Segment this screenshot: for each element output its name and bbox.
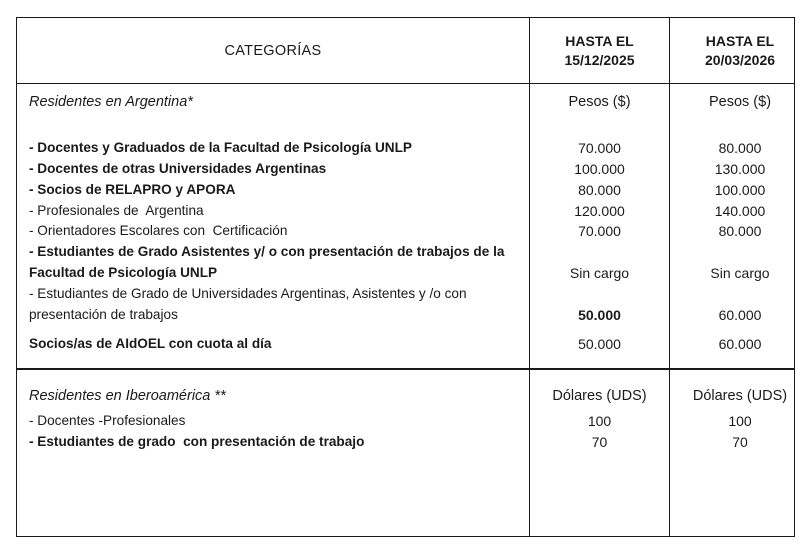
argentina-currency-2: Pesos ($) — [708, 94, 772, 110]
column-header-categorias: CATEGORÍAS — [17, 18, 530, 83]
section-residentes-iberoamerica — [17, 370, 794, 536]
price-ib-estudiantes-1: 70 — [591, 434, 608, 451]
category-row-socios-aidoel: Socios/as de AIdOEL con cuota al día — [29, 336, 272, 352]
argentina-price-column-deadline-2 — [670, 84, 810, 368]
category-row-socios-relapro-apora: - Socios de RELAPRO y APORA — [29, 181, 236, 197]
argentina-categories-column — [17, 84, 530, 368]
price-orientadores-1: 70.000 — [578, 223, 621, 240]
price-ib-docentes-1: 100 — [587, 413, 612, 430]
deadline-2-label: HASTA EL — [705, 32, 775, 49]
table-header-row — [17, 18, 794, 84]
iberoamerica-price-column-deadline-2 — [670, 370, 810, 536]
price-socios-relapro-2: 100.000 — [714, 181, 766, 198]
price-socios-aidoel-2: 60.000 — [718, 336, 762, 353]
iberoamerica-section-heading: Residentes en Iberoamérica ** — [29, 388, 226, 404]
deadline-1-label: HASTA EL — [565, 32, 634, 49]
price-docentes-otras-1: 100.000 — [574, 160, 625, 177]
price-docentes-unlp-2: 80.000 — [718, 140, 762, 157]
argentina-price-column-deadline-1 — [530, 84, 670, 368]
category-row-estudiantes-otras: - Estudiantes de Grado de Universidades Argentinas, Asistentes y /o con presentación de trabajos — [29, 285, 471, 322]
price-profesionales-1: 120.000 — [574, 202, 625, 219]
price-docentes-otras-2: 130.000 — [714, 160, 766, 177]
iberoamerica-currency-2: Dólares (UDS) — [692, 388, 788, 404]
category-row-orientadores: - Orientadores Escolares con Certificación — [29, 223, 288, 239]
fee-table — [16, 17, 795, 537]
category-row-profesionales: - Profesionales de Argentina — [29, 202, 204, 218]
argentina-currency-1: Pesos ($) — [568, 94, 631, 110]
price-docentes-unlp-1: 70.000 — [578, 140, 621, 157]
price-ib-docentes-2: 100 — [728, 413, 752, 430]
price-profesionales-2: 140.000 — [714, 202, 766, 219]
category-row-ib-docentes: - Docentes -Profesionales — [29, 413, 186, 429]
deadline-1-date: 15/12/2025 — [564, 51, 635, 68]
price-ib-estudiantes-2: 70 — [732, 434, 748, 451]
iberoamerica-categories-column — [17, 370, 530, 536]
price-estudiantes-unlp-2: Sin cargo — [710, 264, 770, 281]
category-row-docentes-otras: - Docentes de otras Universidades Argentinas — [29, 160, 327, 176]
price-socios-aidoel-1: 50.000 — [578, 336, 621, 353]
price-estudiantes-otras-2: 60.000 — [718, 306, 762, 323]
price-estudiantes-otras-1: 50.000 — [578, 306, 621, 323]
category-row-docentes-unlp: - Docentes y Graduados de la Facultad de Psicología UNLP — [29, 140, 412, 156]
column-header-deadline-1 — [530, 18, 670, 83]
deadline-2-date: 20/03/2026 — [704, 51, 776, 68]
price-socios-relapro-1: 80.000 — [578, 181, 621, 198]
iberoamerica-price-column-deadline-1 — [530, 370, 670, 536]
iberoamerica-currency-1: Dólares (UDS) — [552, 388, 647, 404]
price-estudiantes-unlp-1: Sin cargo — [569, 264, 630, 281]
price-orientadores-2: 80.000 — [718, 223, 762, 240]
category-row-estudiantes-unlp: - Estudiantes de Grado Asistentes y/ o con presentación de trabajos de la Facultad de Psicología UNLP — [29, 244, 509, 280]
category-row-ib-estudiantes: - Estudiantes de grado con presentación de trabajo — [29, 434, 365, 450]
argentina-section-heading: Residentes en Argentina* — [29, 94, 193, 110]
column-header-deadline-2 — [670, 18, 810, 83]
section-residentes-argentina — [17, 84, 794, 370]
